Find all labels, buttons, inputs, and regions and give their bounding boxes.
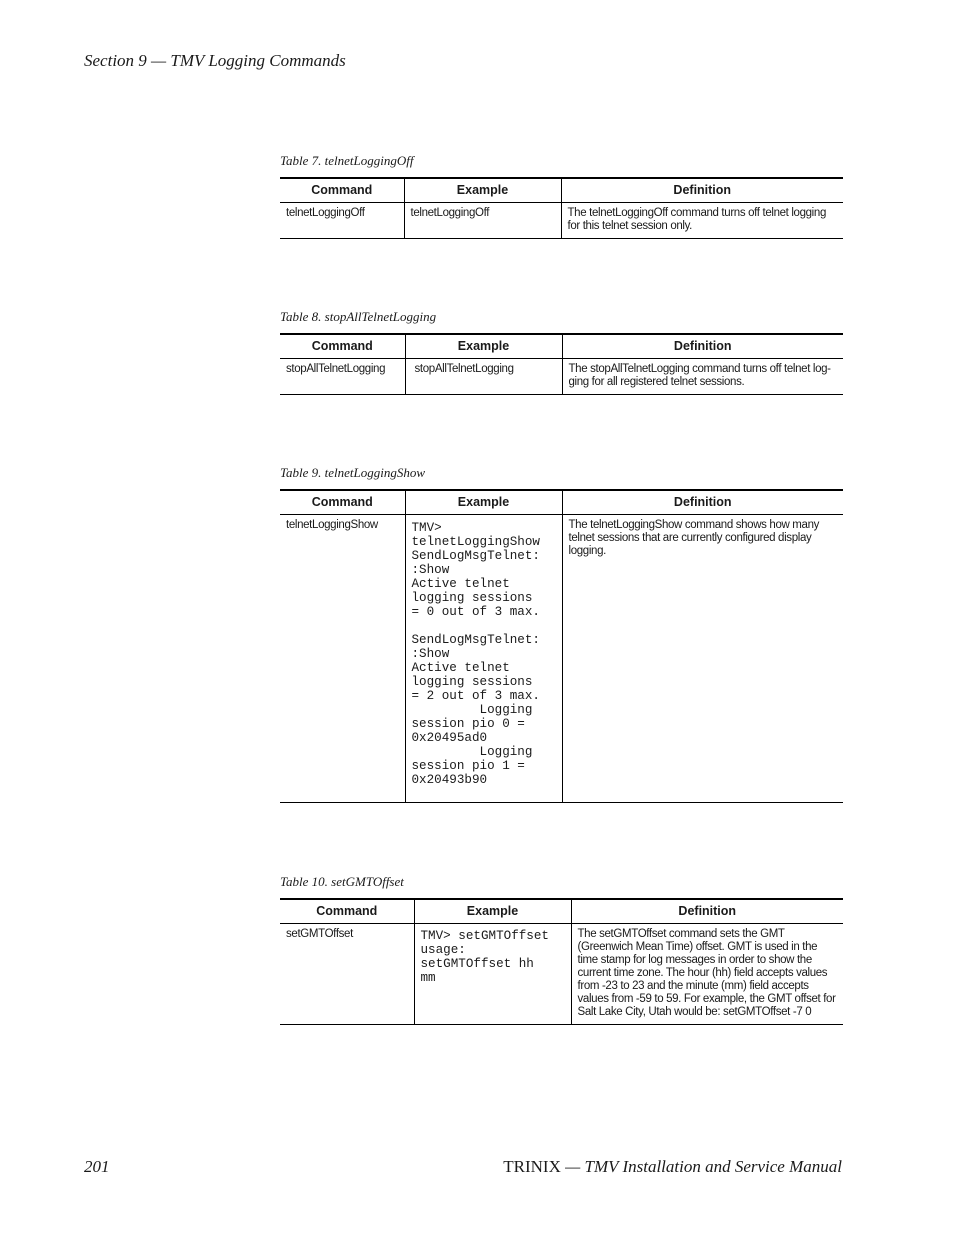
column-header-command: Command [280,490,405,514]
column-header-example: Example [405,490,562,514]
column-header-definition: Definition [562,490,843,514]
command-cell: stopAllTelnetLogging [280,358,405,394]
definition-cell: The telnetLoggingOff command turns off telnet logging for this telnet session only. [561,202,843,238]
table-setgmtoffset [280,898,843,1025]
column-header-command: Command [280,334,405,358]
section-header: Section 9 — TMV Logging Commands [84,51,346,70]
column-header-example: Example [404,178,561,202]
footer-brand: TRINIX [503,1157,561,1176]
command-cell: telnetLoggingShow [280,514,405,802]
definition-cell: The setGMTOffset command sets the GMT (Greenwich Mean Time) offset. GMT is used in the time stamp for log messages in order to show the current time zone. The hour (hh) field accepts values from -23 to 23 and the minute (mm) field accepts values from -59 to 59. For example, the GMT offset for Salt Lake City, Utah would be: setGMTOffset -7 0 [571,923,843,1024]
table-row [280,202,843,238]
table-10-caption: Table 10. setGMTOffset [280,874,404,889]
column-header-definition: Definition [561,178,843,202]
example-cell: stopAllTelnetLogging [405,358,562,394]
table-9-caption: Table 9. telnetLoggingShow [280,465,426,480]
example-code: TMV> telnetLoggingShow SendLogMsgTelnet: :Show Active telnet logging sessions = 0 out of 3 max. SendLogMsgTelnet: :Show Active telnet logging sessions = 2 out of 3 max. Logging session pio 0 = 0x20495ad0 Logging session pio 1 = 0x20493b90 [411,520,540,787]
table-8-caption: Table 8. stopAllTelnetLogging [280,309,437,324]
footer-manual-title: TMV Installation and Service Manual [584,1157,842,1176]
column-header-example: Example [414,899,571,923]
footer-title [503,1157,842,1177]
table-row [280,923,843,1024]
table-stopalltelnetlogging [280,333,843,395]
command-cell: telnetLoggingOff [280,202,404,238]
example-cell [414,923,571,1024]
column-header-example: Example [405,334,562,358]
command-cell: setGMTOffset [280,923,414,1024]
table-telnetloggingshow [280,489,843,803]
table-row [280,514,843,802]
definition-cell: The stopAllTelnetLogging command turns off telnet log-ging for all registered telnet sessions. [562,358,843,394]
page-number: 201 [84,1157,110,1176]
example-cell: telnetLoggingOff [404,202,561,238]
example-cell [405,514,562,802]
column-header-command: Command [280,899,414,923]
table-telnetloggingoff [280,177,843,239]
table-row [280,358,843,394]
footer-separator: — [560,1157,585,1176]
table-7-caption: Table 7. telnetLoggingOff [280,153,414,168]
column-header-definition: Definition [571,899,843,923]
definition-cell: The telnetLoggingShow command shows how many telnet sessions that are currently configured display logging. [562,514,843,802]
example-code: TMV> setGMTOffset usage: setGMTOffset hh mm [420,928,549,985]
column-header-command: Command [280,178,404,202]
column-header-definition: Definition [562,334,843,358]
